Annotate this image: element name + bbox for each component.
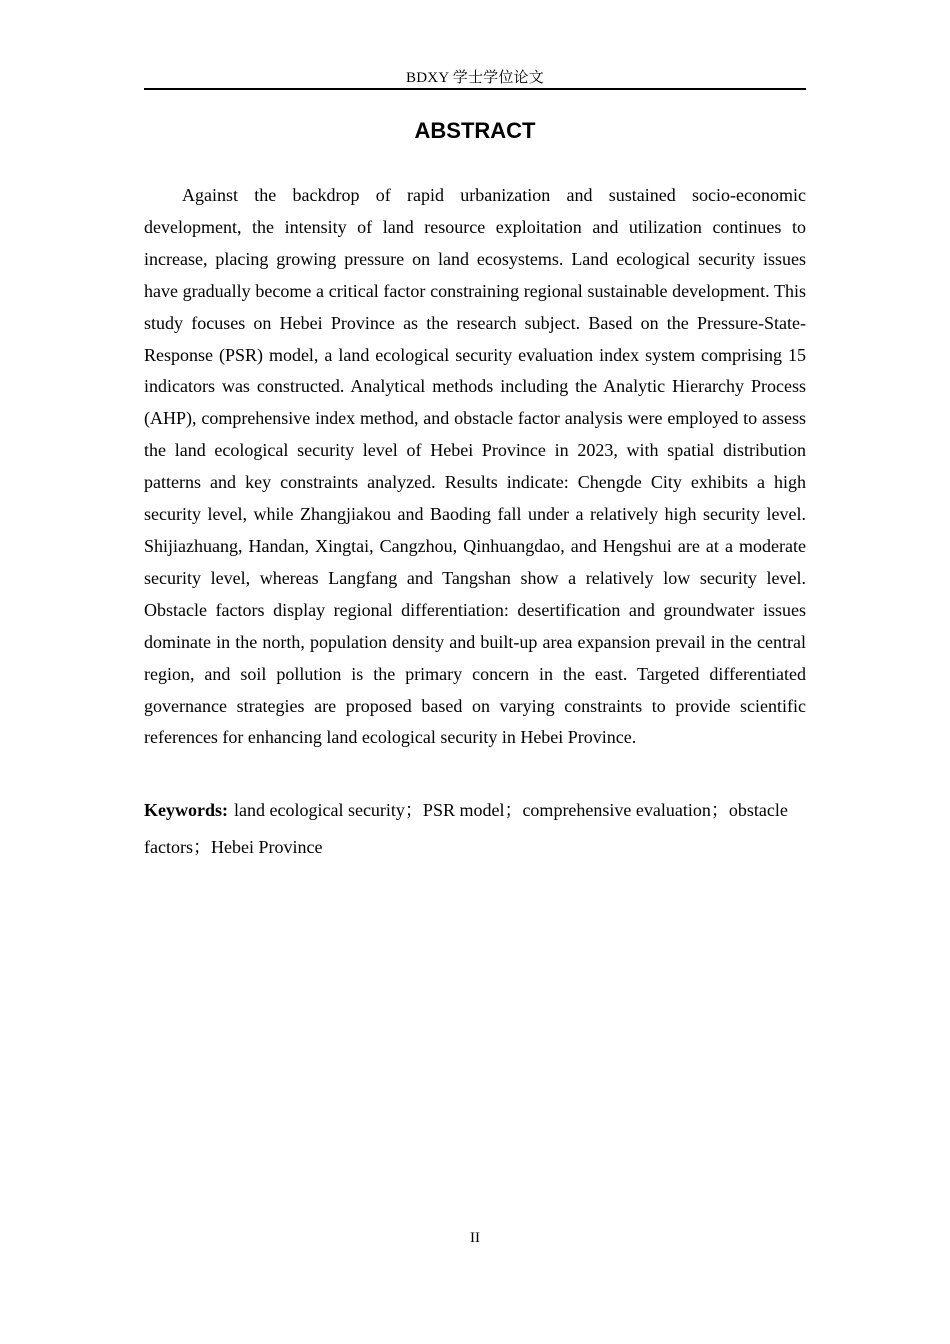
header-rule <box>144 88 806 90</box>
abstract-title: ABSTRACT <box>414 118 536 143</box>
keywords-label: Keywords: <box>144 800 228 820</box>
keywords-text: land ecological security；PSR model；comprehensive evaluation；obstacle factors；Hebei Province <box>144 800 788 857</box>
running-header: BDXY 学士学位论文 <box>406 70 544 86</box>
page-number: II <box>470 1230 480 1246</box>
keywords-line <box>144 792 806 866</box>
abstract-body: Against the backdrop of rapid urbanization and sustained socio-economic development, the intensity of land resource exploitation and utilization continues to increase, placing growing pressure on land ecosystems. Land ecological security issues have gradually become a critical factor constraining regional sustainable development. This study focuses on Hebei Province as the research subject. Based on the Pressure-State-Response (PSR) model, a land ecological security evaluation index system comprising 15 indicators was constructed. Analytical methods including the Analytic Hierarchy Process (AHP), comprehensive index method, and obstacle factor analysis were employed to assess the land ecological security level of Hebei Province in 2023, with spatial distribution patterns and key constraints analyzed. Results indicate: Chengde City exhibits a high security level, while Zhangjiakou and Baoding fall under a relatively high security level. Shijiazhuang, Handan, Xingtai, Cangzhou, Qinhuangdao, and Hengshui are at a moderate security level, whereas Langfang and Tangshan show a relatively low security level. Obstacle factors display regional differentiation: desertification and groundwater issues dominate in the north, population density and built-up area expansion prevail in the central region, and soil pollution is the primary concern in the east. Targeted differentiated governance strategies are proposed based on varying constraints to provide scientific references for enhancing land ecological security in Hebei Province. <box>144 185 806 748</box>
